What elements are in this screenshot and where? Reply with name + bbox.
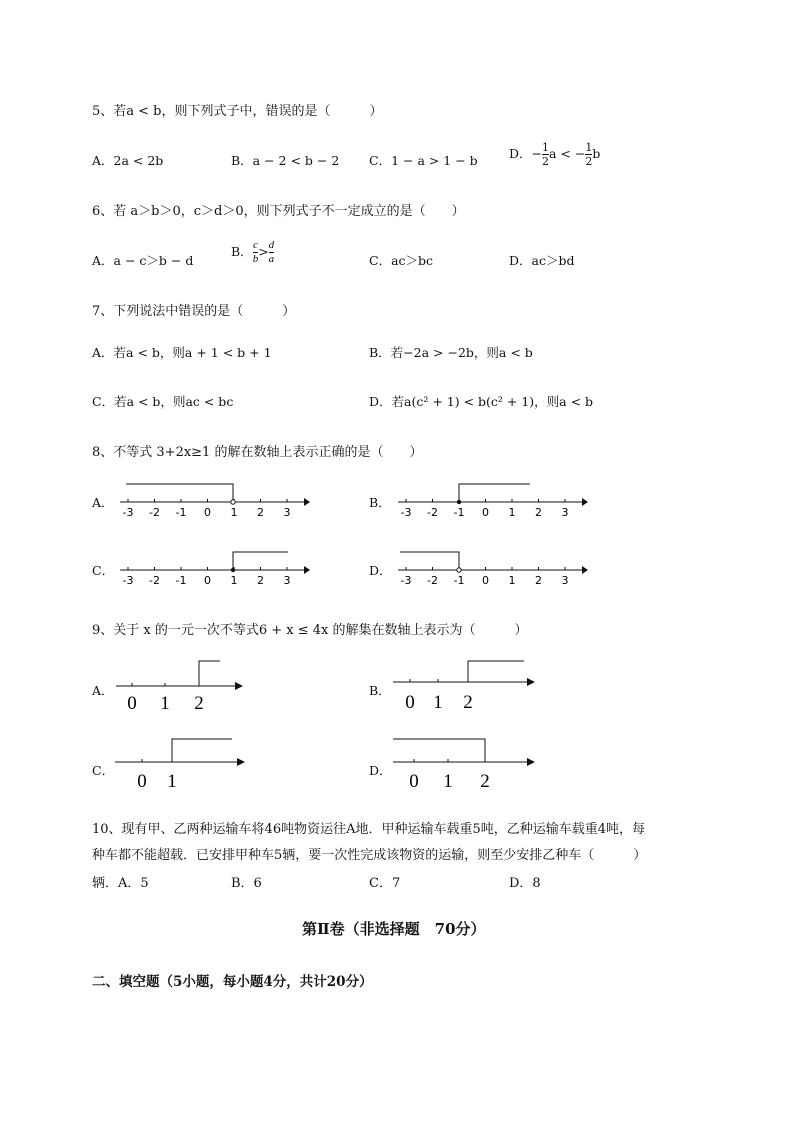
frac-numerator: c	[252, 239, 258, 251]
tick-label: 2	[463, 692, 473, 713]
q6-b-mid: >	[258, 244, 269, 259]
tick-label: -3	[400, 574, 412, 587]
q9-option-c-label: C．	[92, 763, 115, 778]
q5-stem: 5、若a < b，则下列式子中，错误的是（ ）	[92, 104, 383, 119]
tick-label: 3	[561, 574, 569, 587]
q9-stem: 9、关于 x 的一元一次不等式6 + x ≤ 4x 的解集在数轴上表示为（ ）	[92, 623, 528, 638]
q7-option-a: A．若a < b，则a + 1 < b + 1	[92, 345, 272, 360]
q8-number-line-d	[390, 543, 590, 588]
q6-b-prefix: B．	[231, 244, 253, 259]
tick-label: 0	[482, 574, 489, 587]
frac-numerator: 1	[542, 141, 549, 154]
q8-number-line-c	[112, 543, 312, 588]
q6-option-a: A．a − c＞b − d	[92, 253, 194, 268]
tick-label: 0	[127, 693, 137, 714]
frac-denominator: a	[268, 253, 275, 265]
tick-label: 2	[535, 574, 542, 587]
frac-numerator: 1	[585, 141, 593, 154]
tick-label: 3	[561, 506, 569, 519]
q5-option-b: B．a − 2 < b − 2	[231, 153, 340, 168]
tick-label: 0	[204, 506, 211, 519]
tick-label: 2	[480, 771, 490, 792]
tick-label: 1	[433, 692, 443, 713]
tick-label: 2	[257, 574, 264, 587]
q5-d-prefix: D．−	[509, 146, 542, 161]
q6-option-b	[231, 240, 274, 265]
q8-option-c-label: C．	[92, 563, 115, 578]
q8-number-line-a	[112, 475, 312, 520]
q5-d-suffix: b	[592, 146, 601, 161]
q10-option-a: A．5	[118, 876, 149, 891]
q6-b-frac2	[269, 240, 275, 265]
tick-label: 0	[482, 506, 489, 519]
q10-line-3	[92, 872, 149, 891]
tick-label: 1	[167, 771, 177, 792]
tick-label: 2	[194, 693, 204, 714]
q9-number-line-a	[112, 655, 247, 715]
q5-option-a: A．2a < 2b	[92, 153, 164, 168]
tick-label: -1	[175, 574, 187, 587]
q6-option-d: D．ac＞bd	[509, 253, 575, 268]
q9-option-a-label: A．	[92, 683, 114, 698]
q6-option-c: C．ac＞bc	[369, 253, 434, 268]
tick-label: -2	[149, 506, 160, 519]
tick-label: 1	[508, 574, 516, 587]
q8-option-b-label: B．	[369, 495, 391, 510]
tick-label: -3	[400, 506, 412, 519]
tick-label: -3	[122, 574, 134, 587]
tick-label: 0	[204, 574, 211, 587]
tick-label: 2	[257, 506, 264, 519]
tick-label: 3	[283, 506, 291, 519]
tick-label: 1	[443, 771, 453, 792]
tick-label: -2	[149, 574, 160, 587]
q9-number-line-b	[390, 655, 540, 715]
tick-label: 1	[230, 506, 238, 519]
q5-option-d	[509, 142, 600, 167]
q5-d-frac1	[542, 142, 549, 167]
frac-numerator: d	[268, 239, 275, 251]
q6-stem: 6、若 a＞b＞0，c＞d＞0，则下列式子不一定成立的是（ ）	[92, 204, 465, 219]
q5-d-mid: a < −	[549, 146, 586, 161]
tick-label: 0	[137, 771, 147, 792]
tick-label: 2	[535, 506, 542, 519]
frac-denominator: 2	[542, 155, 549, 168]
q8-option-d-label: D．	[369, 563, 392, 578]
tick-label: 1	[230, 574, 238, 587]
q7-option-c: C．若a < b，则ac < bc	[92, 394, 234, 409]
tick-label: 0	[405, 692, 415, 713]
tick-label: -1	[175, 506, 187, 519]
q7-stem: 7、下列说法中错误的是（ ）	[92, 304, 296, 319]
q10-option-c: C．7	[369, 876, 401, 891]
q8-option-a-label: A．	[92, 495, 114, 510]
q9-number-line-c	[112, 733, 252, 793]
q8-stem: 8、不等式 3+2x≥1 的解在数轴上表示正确的是（ ）	[92, 445, 423, 460]
q10-option-b: B．6	[231, 876, 262, 891]
q10-line-1: 10、现有甲、乙两种运输车将46吨物资运往A地．甲种运输车载重5吨，乙种运输车载重4吨，每	[92, 822, 646, 837]
tick-label: -2	[427, 574, 438, 587]
q7-option-b: B．若−2a > −2b，则a < b	[369, 345, 533, 360]
frac-denominator: b	[252, 253, 259, 265]
tick-label: -3	[122, 506, 134, 519]
q9-option-b-label: B．	[369, 683, 391, 698]
tick-label: -1	[453, 574, 465, 587]
q5-option-c: C．1 − a > 1 − b	[369, 153, 478, 168]
q9-option-d-label: D．	[369, 763, 392, 778]
section2-title: 二、填空题（5小题，每小题4分，共计20分）	[92, 974, 373, 990]
q7-option-d: D．若a(c² + 1) < b(c² + 1)，则a < b	[369, 394, 594, 409]
q9-number-line-d	[390, 733, 540, 793]
tick-label: -2	[427, 506, 438, 519]
q10-line3-prefix: 辆．	[92, 876, 119, 891]
part2-title: 第Ⅱ卷（非选择题 70分）	[302, 920, 486, 938]
tick-label: 3	[283, 574, 291, 587]
q10-line-2: 种车都不能超载．已安排甲种车5辆，要一次性完成该物资的运输，则至少安排乙种车（ ）	[92, 848, 647, 863]
tick-label: -1	[453, 506, 465, 519]
tick-label: 1	[508, 506, 516, 519]
frac-denominator: 2	[585, 155, 593, 168]
q8-number-line-b	[390, 475, 590, 520]
tick-label: 1	[160, 693, 170, 714]
q10-option-d: D．8	[509, 876, 541, 891]
tick-label: 0	[409, 771, 419, 792]
